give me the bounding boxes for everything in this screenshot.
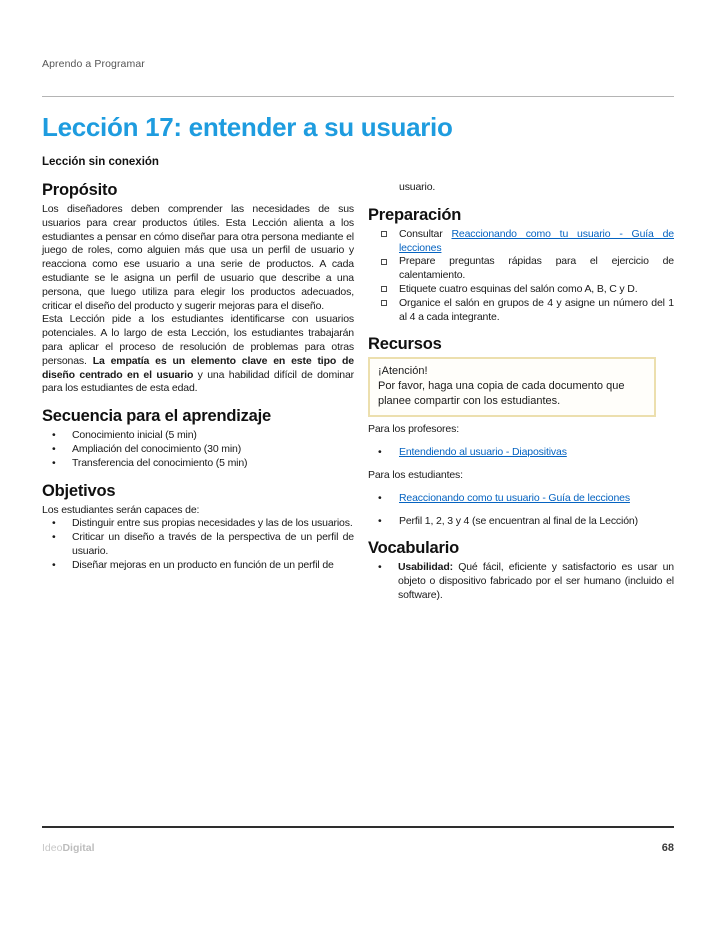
list-item: • Diseñar mejoras en un producto en función de un perfil de bbox=[42, 559, 354, 573]
resource-item: • Perfil 1, 2, 3 y 4 (se encuentran al final de la Lección) bbox=[368, 515, 674, 529]
students-resources bbox=[368, 492, 674, 529]
students-guide-link[interactable]: Reaccionando como tu usuario - Guía de lecciones bbox=[399, 491, 630, 504]
proposito-paragraph-1: Los diseñadores deben comprender las necesidades de sus usuarios para crear productos útiles. Esta Lección alienta a los estudiantes a pensar en cómo diseñar para otra persona mediante el juego de roles, como alguien más que usa un perfil de usuario y reacciona como ese usuario a una serie de productos. A cada estudiante se le asigna un perfil de usuario que describe a una persona, que luego utiliza para elegir los productos adecuados, criticar el diseño del producto y sugerir mejoras para el diseño. bbox=[42, 203, 354, 312]
brand-bold: Digital bbox=[62, 842, 95, 854]
checklist-item bbox=[368, 255, 674, 283]
header-brand: Aprendo a Programar bbox=[42, 58, 145, 70]
footer-brand bbox=[42, 842, 95, 854]
vocabulario-heading: Vocabulario bbox=[368, 539, 460, 558]
vocab-item bbox=[368, 561, 674, 602]
header-divider bbox=[42, 96, 674, 97]
checkbox-icon[interactable] bbox=[381, 259, 387, 265]
checkbox-icon[interactable] bbox=[381, 286, 387, 292]
brand-light: Ideo bbox=[42, 842, 63, 854]
objetivos-heading: Objetivos bbox=[42, 481, 116, 500]
list-item: • Conocimiento inicial (5 min) bbox=[42, 429, 354, 443]
objetivos-list bbox=[42, 517, 354, 572]
checklist-item bbox=[368, 228, 674, 256]
students-label: Para los estudiantes: bbox=[368, 468, 463, 481]
list-item: • Ampliación del conocimiento (30 min) bbox=[42, 443, 354, 457]
doc-footer bbox=[42, 826, 674, 854]
teachers-label: Para los profesores: bbox=[368, 423, 459, 436]
doc-header bbox=[42, 58, 674, 70]
page-title: Lección 17: entender a su usuario bbox=[42, 112, 453, 142]
list-item: • Distinguir entre sus propias necesidades y las de los usuarios. bbox=[42, 517, 354, 531]
resource-item bbox=[368, 446, 674, 460]
list-item: • Transferencia del conocimiento (5 min) bbox=[42, 457, 354, 471]
attention-callout bbox=[368, 357, 656, 417]
checklist-item-label: Prepare preguntas rápidas para el ejercicio de calentamiento. bbox=[399, 255, 674, 282]
list-item: • Criticar un diseño a través de la perspectiva de un perfil de usuario. bbox=[42, 531, 354, 559]
page-subtitle: Lección sin conexión bbox=[42, 156, 159, 168]
preparacion-heading: Preparación bbox=[368, 205, 462, 224]
checklist-item-label: Organice el salón en grupos de 4 y asigne un número del 1 al 4 a cada integrante. bbox=[399, 296, 674, 323]
checklist-item bbox=[368, 297, 674, 325]
objetivos-continuation: usuario. bbox=[399, 181, 436, 193]
resource-item bbox=[368, 492, 674, 506]
checkbox-icon[interactable] bbox=[381, 231, 387, 237]
secuencia-list bbox=[42, 429, 354, 470]
prep-lesson-guide-link[interactable]: Reaccionando como tu usuario - Guía de lecciones bbox=[399, 227, 674, 254]
checklist-item-label: Etiquete cuatro esquinas del salón como A, B, C y D. bbox=[399, 282, 638, 295]
teachers-slides-link[interactable]: Entendiendo al usuario - Diapositivas bbox=[399, 446, 567, 459]
proposito-paragraph-2 bbox=[42, 313, 354, 396]
vocab-definition: Qué fácil, eficiente y satisfactorio es usar un objeto o dispositivo fabricado por el ser humano (incluido el software). bbox=[398, 561, 674, 601]
p2-bold-emphasis: La empatía es un elemento clave en este tipo de diseño centrado en el usuario bbox=[42, 354, 354, 381]
vocab-term: Usabilidad: bbox=[398, 561, 453, 574]
checklist-item bbox=[368, 283, 674, 297]
footer-divider bbox=[42, 826, 674, 828]
p2-end: y una habilidad difícil de dominar para los estudiantes de esta edad. bbox=[42, 368, 354, 395]
prep-item-prefix: Consultar bbox=[399, 227, 452, 240]
attention-title: ¡Atención! bbox=[378, 365, 428, 378]
left-column bbox=[42, 181, 354, 603]
right-column bbox=[368, 181, 674, 603]
page-number: 68 bbox=[661, 842, 674, 854]
secuencia-heading: Secuencia para el aprendizaje bbox=[42, 407, 271, 426]
checkbox-icon[interactable] bbox=[381, 300, 387, 306]
vocabulario-list bbox=[368, 561, 674, 602]
attention-body: Por favor, haga una copia de cada documento que planee compartir con los estudiantes. bbox=[378, 380, 625, 408]
p2-start: Esta Lección pide a los estudiantes identificarse con usuarios potenciales. A lo largo de esta Lección, los estudiantes trabajarán para aplicar el proceso de resolución de problemas para otras personas. bbox=[42, 313, 354, 367]
objetivos-intro: Los estudiantes serán capaces de: bbox=[42, 503, 200, 516]
teachers-resources bbox=[368, 446, 674, 460]
two-column-body bbox=[42, 181, 674, 603]
preparacion-checklist bbox=[368, 228, 674, 325]
proposito-heading: Propósito bbox=[42, 181, 118, 199]
recursos-heading: Recursos bbox=[368, 335, 442, 354]
